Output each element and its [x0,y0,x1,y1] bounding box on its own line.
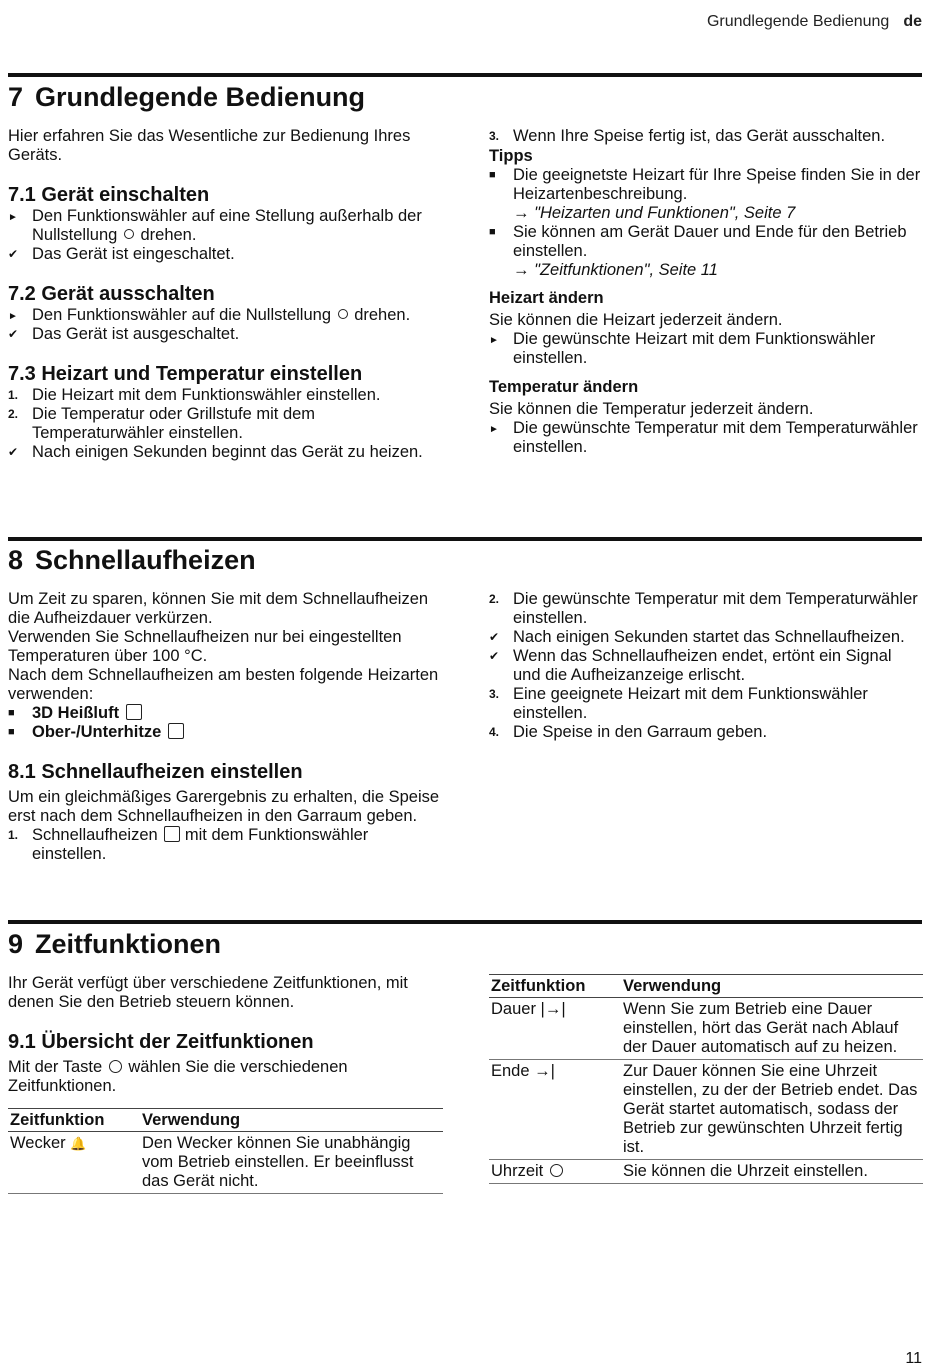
cross-reference-link[interactable]: → "Zeitfunktionen", Seite 11 [513,261,718,279]
square-bullet-icon: ■ [8,707,15,719]
chapter-intro: Ihr Gerät verfügt über verschiedene Zeitfunktionen, mit denen Sie den Betrieb steuern können. [8,974,408,1011]
table-header-row [8,1109,443,1132]
function-name-cell: Uhrzeit [489,1160,621,1184]
paragraph: Nach dem Schnellaufheizen am besten folgende Heizarten verwenden: [8,666,439,703]
numbered-step: 4. Die Speise in den Garraum geben. [489,723,768,741]
chapter-7-right-column [489,127,923,457]
check-icon: ✔ [8,445,19,459]
instruction-step: ► Den Funktionswähler auf eine Stellung außerhalb der Nullstellung drehen. [8,207,422,244]
instruction-step: ► Die gewünschte Temperatur mit dem Temperaturwähler einstellen. [489,419,918,456]
chapter-7-heading [8,81,365,113]
function-usage-cell: Den Wecker können Sie unabhängig vom Betrieb einstellen. Er beeinflusst das Gerät nicht. [140,1132,443,1194]
chapter-number: 8 [8,545,24,575]
result-item: ✔ Das Gerät ist ausgeschaltet. [8,325,240,343]
zero-position-icon [338,309,348,319]
result-item: ✔ Wenn das Schnellaufheizen endet, ertönt ein Signal und die Aufheizanzeige erlischt. [489,647,892,684]
result-item: ✔ Nach einigen Sekunden startet das Schnellaufheizen. [489,628,905,646]
numbered-step: 2. Die Temperatur oder Grillstufe mit dem Temperaturwähler einstellen. [8,405,316,442]
top-bottom-heat-icon [168,723,184,739]
chapter-number: 7 [8,82,24,112]
paragraph: Mit der Taste wählen Sie die verschiedenen Zeitfunktionen. [8,1058,348,1095]
numbered-step: 3. Wenn Ihre Speise fertig ist, das Gerät ausschalten. [489,127,886,145]
paragraph: Sie können die Temperatur jederzeit ändern. [489,400,814,418]
running-header [707,12,922,31]
tip-item: ■ Sie können am Gerät Dauer und Ende für den Betrieb einstellen. → "Zeitfunktionen", Seite 11 [489,223,907,279]
column-header: Zeitfunktion [8,1109,140,1132]
function-usage-cell: Sie können die Uhrzeit einstellen. [621,1160,923,1184]
function-usage-cell: Zur Dauer können Sie eine Uhrzeit einstellen, zu der der Betrieb endet. Das Gerät startet automatisch, sodass der Betrieb zur gewünschten Uhrzeit fertig ist. [621,1060,923,1160]
chapter-number: 9 [8,929,24,959]
section-title-7-3: 7.3 Heizart und Temperatur einstellen [8,363,363,385]
cross-reference-link[interactable]: → "Heizarten und Funktionen", Seite 7 [513,204,796,222]
arrow-bullet-icon: ► [489,335,499,346]
chapter-rule [8,537,922,541]
square-bullet-icon: ■ [8,726,15,738]
table-row [489,1160,923,1184]
table-row [489,1060,923,1160]
table-row [8,1132,443,1194]
end-time-icon: →| [534,1062,555,1080]
result-item: ✔ Nach einigen Sekunden beginnt das Gerät zu heizen. [8,443,423,461]
numbered-step: 1. Schnellaufheizen mit dem Funktionswähler einstellen. [8,826,369,863]
section-title-7-1: 7.1 Gerät einschalten [8,184,210,206]
chapter-8-right-column [489,590,923,742]
section-title-7-2: 7.2 Gerät ausschalten [8,283,215,305]
chapter-7-left-column [8,127,443,462]
result-item: ✔ Das Gerät ist eingeschaltet. [8,245,235,263]
function-name-cell: Dauer |→| [489,998,621,1060]
time-functions-table-left [8,1108,443,1194]
subheading-temperatur: Temperatur ändern [489,378,639,396]
function-name-cell: Ende →| [489,1060,621,1160]
numbered-step: 2. Die gewünschte Temperatur mit dem Temperaturwähler einstellen. [489,590,918,627]
header-language-code: de [903,13,922,30]
numbered-step: 1. Die Heizart mit dem Funktionswähler einstellen. [8,386,381,404]
instruction-step: ► Die gewünschte Heizart mit dem Funktionswähler einstellen. [489,330,876,367]
tip-item: ■ Die geeignetste Heizart für Ihre Speise finden Sie in der Heizartenbeschreibung. → "Heizarten und Funktionen", Seite 7 [489,166,921,222]
column-header: Verwendung [140,1109,443,1132]
chapter-title: Schnellaufheizen [35,545,256,575]
subheading-heizart: Heizart ändern [489,289,604,307]
check-icon: ✔ [489,649,500,663]
chapter-rule [8,920,922,924]
paragraph: Um Zeit zu sparen, können Sie mit dem Schnellaufheizen die Aufheizdauer verkürzen. [8,590,429,627]
square-bullet-icon: ■ [489,169,496,181]
column-header: Verwendung [621,975,923,998]
section-title-9-1: 9.1 Übersicht der Zeitfunktionen [8,1031,314,1053]
chapter-9-right-column [489,974,923,1184]
instruction-step: ► Den Funktionswähler auf die Nullstellung drehen. [8,306,411,324]
chapter-8-heading [8,544,256,576]
clock-icon [550,1164,563,1177]
chapter-9-left-column [8,974,443,1194]
time-functions-table-right [489,974,923,1184]
rapid-heat-icon [164,826,180,842]
bell-icon: 🔔 [70,1136,87,1151]
zero-position-icon [124,229,134,239]
check-icon: ✔ [8,327,19,341]
table-row [489,998,923,1060]
function-usage-cell: Wenn Sie zum Betrieb eine Dauer einstellen, hört das Gerät nach Ablauf der Dauer automatisch auf zu heizen. [621,998,923,1060]
chapter-rule [8,73,922,77]
hot-air-3d-icon [126,704,142,720]
arrow-bullet-icon: ► [489,424,499,435]
duration-icon: |→| [540,1000,566,1018]
paragraph: Sie können die Heizart jederzeit ändern. [489,311,783,329]
check-icon: ✔ [489,630,500,644]
table-header-row [489,975,923,998]
chapter-intro: Hier erfahren Sie das Wesentliche zur Bedienung Ihres Geräts. [8,127,411,164]
column-header: Zeitfunktion [489,975,621,998]
chapter-title: Zeitfunktionen [35,929,222,959]
section-title-8-1: 8.1 Schnellaufheizen einstellen [8,761,303,783]
clock-icon [109,1060,122,1073]
heating-mode-item: ■ Ober-/Unterhitze [8,723,443,742]
check-icon: ✔ [8,247,19,261]
chapter-title: Grundlegende Bedienung [35,82,366,112]
arrow-bullet-icon: ► [8,212,18,223]
arrow-bullet-icon: ► [8,311,18,322]
square-bullet-icon: ■ [489,226,496,238]
tips-heading: Tipps [489,147,533,165]
page-number: 11 [905,1350,922,1367]
heating-mode-item: ■ 3D Heißluft [8,704,443,723]
chapter-9-heading [8,928,221,960]
paragraph: Verwenden Sie Schnellaufheizen nur bei eingestellten Temperaturen über 100 °C. [8,628,402,665]
paragraph: Um ein gleichmäßiges Garergebnis zu erhalten, die Speise erst nach dem Schnellaufheizen in den Garraum geben. [8,788,440,825]
function-name-cell: Wecker 🔔 [8,1132,140,1194]
numbered-step: 3. Eine geeignete Heizart mit dem Funktionswähler einstellen. [489,685,868,722]
header-section-title: Grundlegende Bedienung [706,13,890,30]
chapter-8-left-column [8,590,443,864]
